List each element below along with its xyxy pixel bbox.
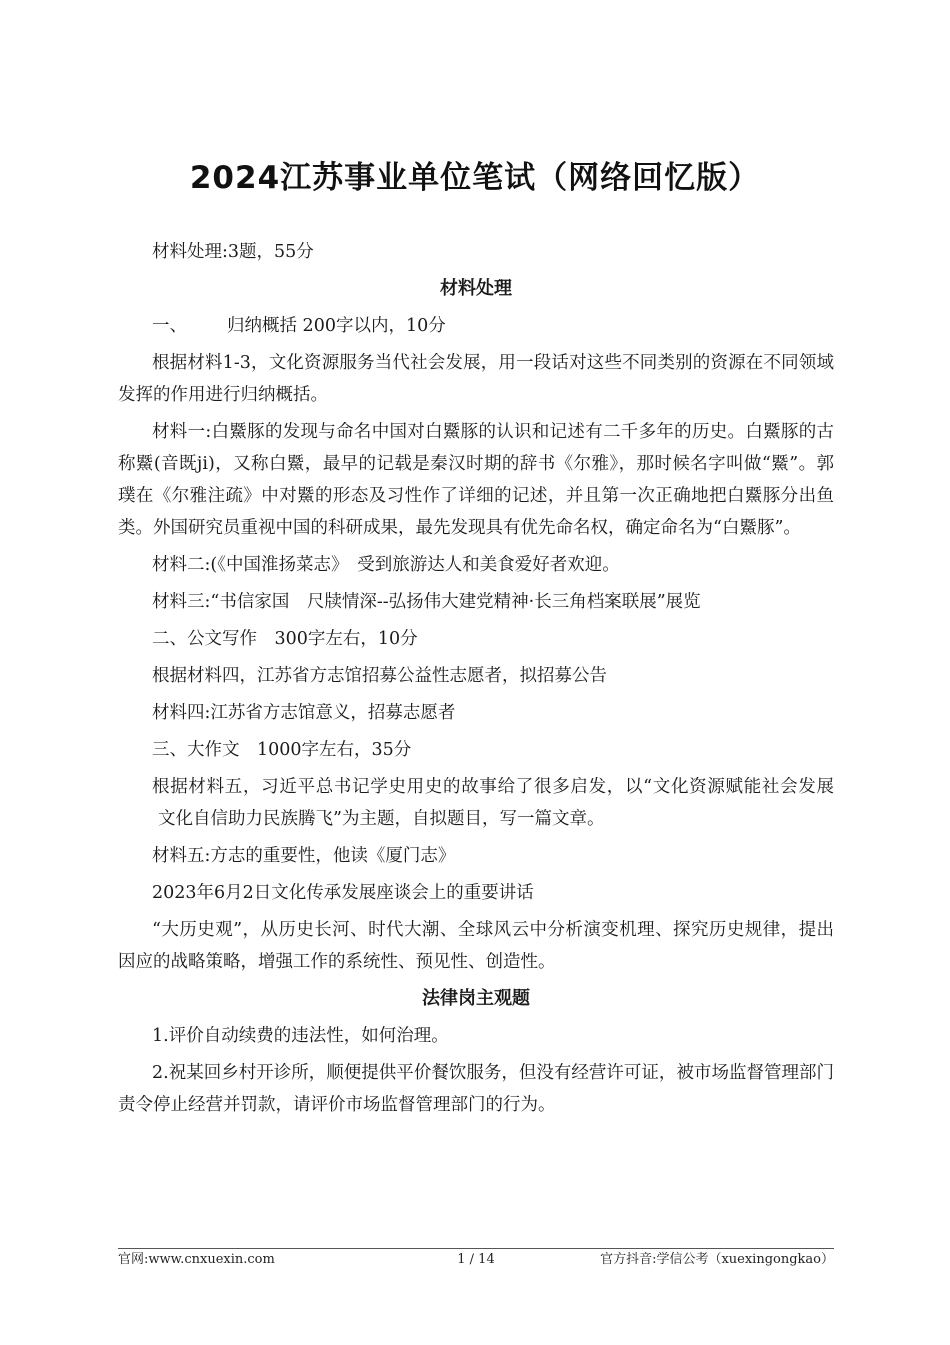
quote-paragraph: “大历史观”，从历史长河、时代大潮、全球风云中分析演变机理、探究历史规律，提出因应的战略策略，增强工作的系统性、预见性、创造性。 <box>118 920 834 972</box>
question-3-text-part-a: 根据材料五，习近平总书记学史用史的故事给了很多启发，以“文化资源赋能社会发展 <box>152 777 834 797</box>
footer-website: 官网:www.cnxuexin.com <box>118 1252 275 1267</box>
law-question-2: 2.祝某回乡村开诊所，顺便提供平价餐饮服务，但没有经营许可证，被市场监督管理部门责令停止经营并罚款，请评价市场监督管理部门的行为。 <box>118 1063 834 1115</box>
question-2-title: 二、公文写作 300字左右，10分 <box>152 629 418 649</box>
section-heading-material: 材料处理 <box>440 278 512 299</box>
material-1: 材料一:白鱀豚的发现与命名中国对白鱀豚的认识和记述有二千多年的历史。白鱀豚的古称鱀(音既ji)，又称白鱀，最早的记载是秦汉时期的辞书《尔雅》，那时候名字叫做“鱀”。郭璞在《尔雅注疏》中对鱀的形态及习性作了详细的记述，并且第一次正确地把白鱀豚分出鱼类。外国研究员重视中国的科研成果，最先发现具有优先命名权，确定命名为“白鱀豚”。 <box>118 422 834 538</box>
footer-page-number: 1 / 14 <box>457 1252 495 1267</box>
intro-line: 材料处理:3题，55分 <box>152 242 314 262</box>
question-1-title <box>118 310 834 342</box>
question-1-heading: 归纳概括 200字以内，10分 <box>227 316 446 336</box>
question-1-text: 根据材料1-3，文化资源服务当代社会发展，用一段话对这些不同类别的资源在不同领域发挥的作用进行归纳概括。 <box>118 353 834 405</box>
material-4: 材料四:江苏省方志馆意义，招募志愿者 <box>152 703 456 723</box>
footer-douyin: 官方抖音:学信公考（xuexingongkao） <box>600 1252 834 1267</box>
law-question-1: 1.评价自动续费的违法性，如何治理。 <box>152 1026 449 1046</box>
material-3: 材料三:“书信家国 尺牍情深--弘扬伟大建党精神·长三角档案联展”展览 <box>152 592 701 612</box>
question-1-label: 一、 <box>152 316 187 336</box>
page-footer <box>118 1248 834 1271</box>
document-title: 2024江苏事业单位笔试（网络回忆版） <box>189 160 761 196</box>
material-5: 材料五:方志的重要性，他读《厦门志》 <box>152 846 456 866</box>
material-2: 材料二:(《中国淮扬菜志》 受到旅游达人和美食爱好者欢迎。 <box>152 555 620 575</box>
section-heading-law: 法律岗主观题 <box>422 988 530 1009</box>
question-3-text-part-b: 文化自信助力民族腾飞”为主题，自拟题目，写一篇文章。 <box>158 809 605 829</box>
speech-line: 2023年6月2日文化传承发展座谈会上的重要讲话 <box>152 883 534 903</box>
question-2-text: 根据材料四，江苏省方志馆招募公益性志愿者，拟招募公告 <box>152 666 607 686</box>
question-3-text <box>118 771 834 835</box>
document-body <box>118 236 834 1121</box>
question-3-title: 三、大作文 1000字左右，35分 <box>152 740 412 760</box>
